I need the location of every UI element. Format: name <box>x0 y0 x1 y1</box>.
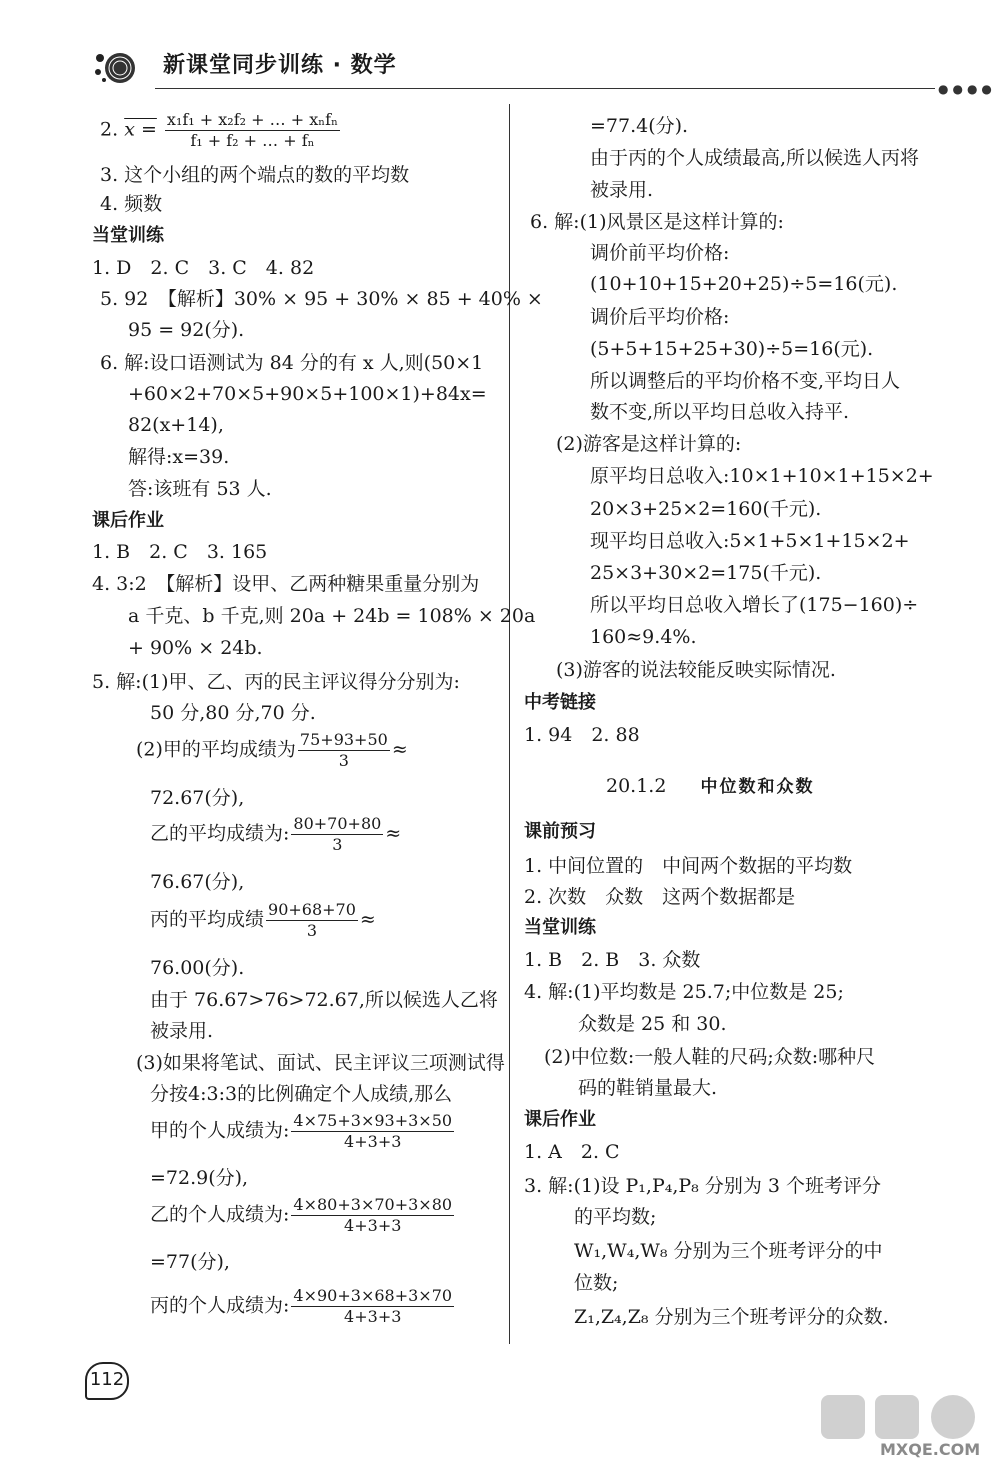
answer-line: =72.9(分), <box>150 1167 249 1189</box>
answer-line: + 90% × 24b. <box>128 637 263 659</box>
page-header <box>85 38 996 98</box>
answer-fraction-line: 丙的平均成绩 $\frac{90+68+70}{3}$ ≈ <box>150 900 376 940</box>
answer-line: 答:该班有 53 人. <box>128 478 272 500</box>
answer-2-formula: 2. x = $\frac{\text{x₁f₁ + x₂f₂ + … + xₙfₙ}}{\text{f₁ + f₂ + … + fₙ}}$ <box>100 110 338 150</box>
answer-line: 82(x+14), <box>128 414 224 436</box>
answer-line: 5. 92 【解析】30% × 95 + 30% × 85 + 40% × <box>100 288 543 310</box>
section-heading: 当堂训练 <box>92 225 164 246</box>
answer-line: =77.4(分). <box>590 115 689 137</box>
answer-line: 被录用. <box>150 1020 214 1042</box>
answer-line: 5. 解:(1)甲、乙、丙的民主评议得分分别为: <box>92 671 460 693</box>
lesson-name: 中位数和众数 <box>700 777 815 797</box>
section-heading: 课前预习 <box>524 821 596 842</box>
answer-line: 的平均数; <box>574 1206 657 1228</box>
book-logo-icon <box>90 46 138 86</box>
answer-line: 被录用. <box>590 179 654 201</box>
section-heading: 课后作业 <box>524 1109 596 1130</box>
answer-3: 3. 这个小组的两个端点的数的平均数 <box>100 164 410 186</box>
fraction: $\frac{80+70+80}{3}$ <box>293 814 382 854</box>
answer-fraction-line: 乙的个人成绩为: $\frac{4\times 80+3\times 70+3\times 80}{4+3+3}$ <box>150 1195 453 1235</box>
page-number: 112 <box>85 1362 129 1400</box>
answer-line: 1. 中间位置的 中间两个数据的平均数 <box>524 855 853 877</box>
answer-line: 3. 解:(1)设 P₁,P₄,P₈ 分别为 3 个班考评分 <box>524 1175 882 1197</box>
answer-line: 解得:x=39. <box>128 446 230 468</box>
answer-fraction-line: (2)甲的平均成绩为 $\frac{75+93+50}{3}$ ≈ <box>136 730 408 770</box>
answer-line: 50 分,80 分,70 分. <box>150 702 316 724</box>
answer-line: =77(分), <box>150 1251 230 1273</box>
answer-line: 4. 解:(1)平均数是 25.7;中位数是 25; <box>524 981 844 1003</box>
answer-line: 所以平均日总收入增长了(175−160)÷ <box>590 594 919 616</box>
answer-line: (2)游客是这样计算的: <box>556 433 742 455</box>
answer-line: (5+5+15+25+30)÷5=16(元). <box>590 338 874 360</box>
answer-line: 调价后平均价格: <box>590 306 730 328</box>
answer-line: 现平均日总收入:5×1+5×1+15×2+ <box>590 530 910 552</box>
answer-line: Z₁,Z₄,Z₈ 分别为三个班考评分的众数. <box>574 1306 889 1328</box>
answer-line: 众数是 25 和 30. <box>578 1013 727 1035</box>
answer-line: (2)中位数:一般人鞋的尺码;众数:哪种尺 <box>544 1046 876 1068</box>
answer-line: 1. D 2. C 3. C 4. 82 <box>92 257 315 279</box>
answer-line: 所以调整后的平均价格不变,平均日人 <box>590 370 901 392</box>
answer-line: 调价前平均价格: <box>590 242 730 264</box>
answer-line: 分按4:3:3的比例确定个人成绩,那么 <box>150 1083 453 1105</box>
answer-fraction-line: 甲的个人成绩为: $\frac{4\times 75+3\times 93+3\times 50}{4+3+3}$ <box>150 1111 453 1151</box>
mean-formula-fraction: $\frac{\text{x₁f₁ + x₂f₂ + … + xₙfₙ}}{\text{f₁ + f₂ + … + fₙ}}$ <box>166 110 338 150</box>
answer-line: 6. 解:(1)风景区是这样计算的: <box>530 211 784 233</box>
answer-fraction-line: 乙的平均成绩为: $\frac{80+70+80}{3}$ ≈ <box>150 814 402 854</box>
lesson-number: 20.1.2 <box>606 775 667 797</box>
fraction: $\frac{4\times 90+3\times 68+3\times 70}{4+3+3}$ <box>293 1286 453 1326</box>
answer-line: 25×3+30×2=175(千元). <box>590 562 822 584</box>
header-rule <box>155 88 935 89</box>
fraction: $\frac{90+68+70}{3}$ <box>268 900 356 940</box>
answer-line: (10+10+15+20+25)÷5=16(元). <box>590 273 898 295</box>
fraction: $\frac{4\times 75+3\times 93+3\times 50}{4+3+3}$ <box>293 1111 453 1151</box>
answer-line: +60×2+70×5+90×5+100×1)+84x= <box>128 383 487 405</box>
answer-line: 2. 次数 众数 这两个数据都是 <box>524 886 796 908</box>
answer-line: a 千克、b 千克,则 20a + 24b = 108% × 20a <box>128 605 536 627</box>
answer-line: 码的鞋销量最大. <box>578 1077 718 1099</box>
answer-line: 20×3+25×2=160(千元). <box>590 498 822 520</box>
answer-line: 1. 94 2. 88 <box>524 724 640 746</box>
answer-line: 72.67(分), <box>150 787 245 809</box>
section-heading: 中考链接 <box>524 692 596 713</box>
lesson-title <box>606 774 814 799</box>
answer-line: (3)游客的说法较能反映实际情况. <box>556 659 836 681</box>
answer-line: 位数; <box>574 1272 619 1294</box>
fraction: $\frac{4\times 80+3\times 70+3\times 80}{4+3+3}$ <box>293 1195 453 1235</box>
answer-line: 由于丙的个人成绩最高,所以候选人丙将 <box>590 147 920 169</box>
answer-line: 6. 解:设口语测试为 84 分的有 x 人,则(50×1 <box>100 352 484 374</box>
answer-line: 95 = 92(分). <box>128 319 245 341</box>
answer-fraction-line: 丙的个人成绩为: $\frac{4\times 90+3\times 68+3\times 70}{4+3+3}$ <box>150 1286 453 1326</box>
answer-line: 1. B 2. B 3. 众数 <box>524 949 701 971</box>
answer-line: (3)如果将笔试、面试、民主评议三项测试得 <box>136 1052 505 1074</box>
answer-line: W₁,W₄,W₈ 分别为三个班考评分的中 <box>574 1240 883 1262</box>
answer-line: 4. 3:2 【解析】设甲、乙两种糖果重量分别为 <box>92 573 480 595</box>
answer-line: 由于 76.67>76>72.67,所以候选人乙将 <box>150 989 498 1011</box>
answer-4: 4. 频数 <box>100 193 163 215</box>
answer-line: 原平均日总收入:10×1+10×1+15×2+ <box>590 465 934 487</box>
answer-line: 1. A 2. C <box>524 1141 620 1163</box>
watermark-site: MXQE.COM <box>880 1440 981 1459</box>
header-dots: ●●●● <box>938 82 996 96</box>
answer-line: 数不变,所以平均日总收入持平. <box>590 401 850 423</box>
answer-line: 76.67(分), <box>150 871 245 893</box>
answer-line: 76.00(分). <box>150 957 245 979</box>
header-title: 新课堂同步训练 · 数学 <box>163 53 397 78</box>
answer-line: 160≈9.4%. <box>590 626 697 648</box>
section-heading: 当堂训练 <box>524 917 596 938</box>
answer-line: 1. B 2. C 3. 165 <box>92 541 268 563</box>
fraction: $\frac{75+93+50}{3}$ <box>299 730 388 770</box>
section-heading: 课后作业 <box>92 510 164 531</box>
